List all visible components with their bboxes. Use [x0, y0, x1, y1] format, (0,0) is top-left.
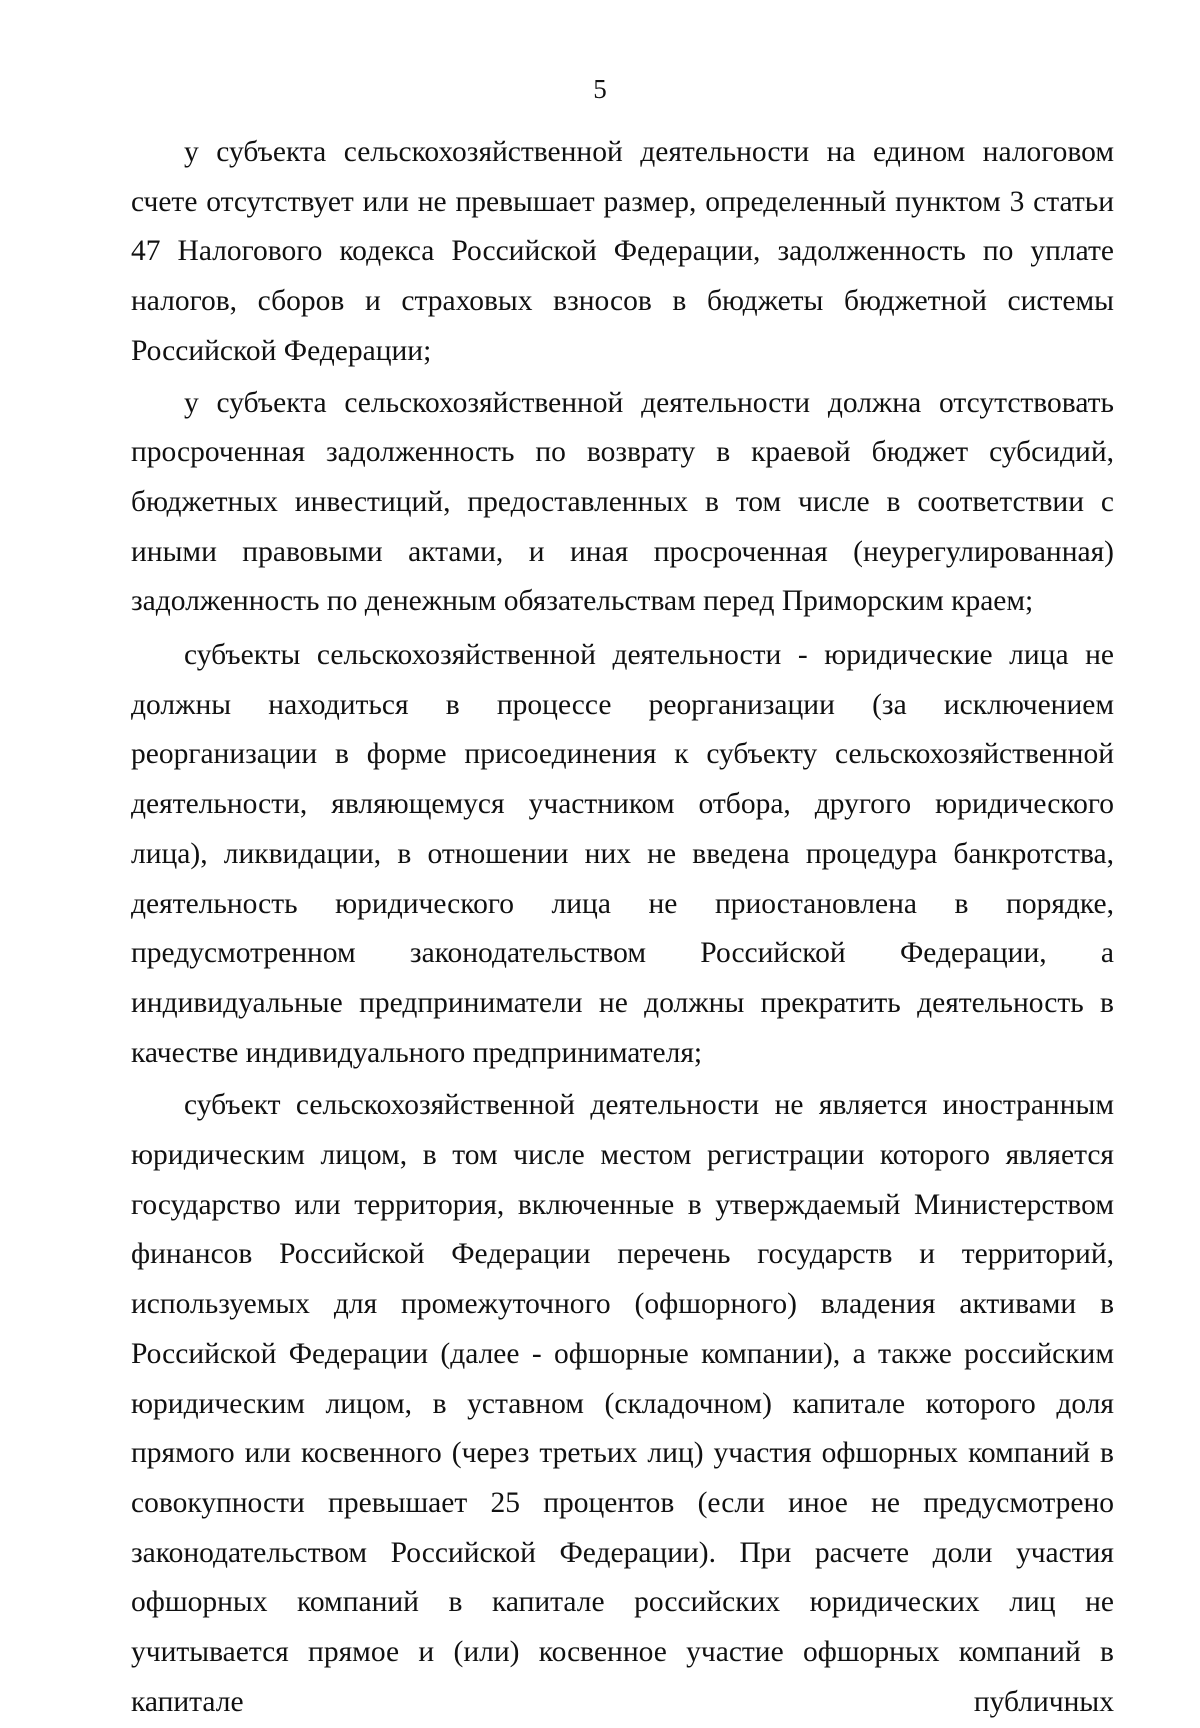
paragraph-reorganization: субъекты сельскохозяйственной деятельности - юридические лица не должны находиться в процессе реорганизации (за исключением реорганизации в форме присоединения к субъекту сельскохозяйственной деятельности, являющемуся участником отбора, другого юридического лица), ликвидации, в отношении них не введена процедура банкротства, деятельность юридического лица не приостановлена в порядке, предусмотренном законодательством Российской Федерации, а индивидуальные предприниматели не должны прекратить деятельность в качестве индивидуального предпринимателя; — [131, 639, 1114, 1069]
document-body — [131, 128, 1114, 1728]
paragraph-overdue-debt: у субъекта сельскохозяйственной деятельности должна отсутствовать просроченная задолженность по возврату в краевой бюджет субсидий, бюджетных инвестиций, предоставленных в том числе в соответствии с иными правовыми актами, и иная просроченная (неурегулированная) задолженность по денежным обязательствам перед Приморским краем; — [131, 386, 1114, 618]
paragraph-tax-debt: у субъекта сельскохозяйственной деятельности на едином налоговом счете отсутствует или не превышает размер, определенный пунктом 3 статьи 47 Налогового кодекса Российской Федерации, задолженность по уплате налогов, сборов и страховых взносов в бюджеты бюджетной системы Российской Федерации; — [131, 136, 1114, 367]
page-number: 5 — [593, 74, 607, 104]
paragraph-offshore: субъект сельскохозяйственной деятельности не является иностранным юридическим лицом, в том числе местом регистрации которого является государство или территория, включенные в утверждаемый Министерством финансов Российской Федерации перечень государств и территорий, используемых для промежуточного (офшорного) владения активами в Российской Федерации (далее - офшорные компании), а также российским юридическим лицом, в уставном (складочном) капитале которого доля прямого или косвенного (через третьих лиц) участия офшорных компаний в совокупности превышает 25 процентов (если иное не предусмотрено законодательством Российской Федерации). При расчете доли участия офшорных компаний в капитале российских юридических лиц не учитывается прямое и (или) косвенное участие офшорных компаний в капитале публичных — [131, 1089, 1114, 1718]
